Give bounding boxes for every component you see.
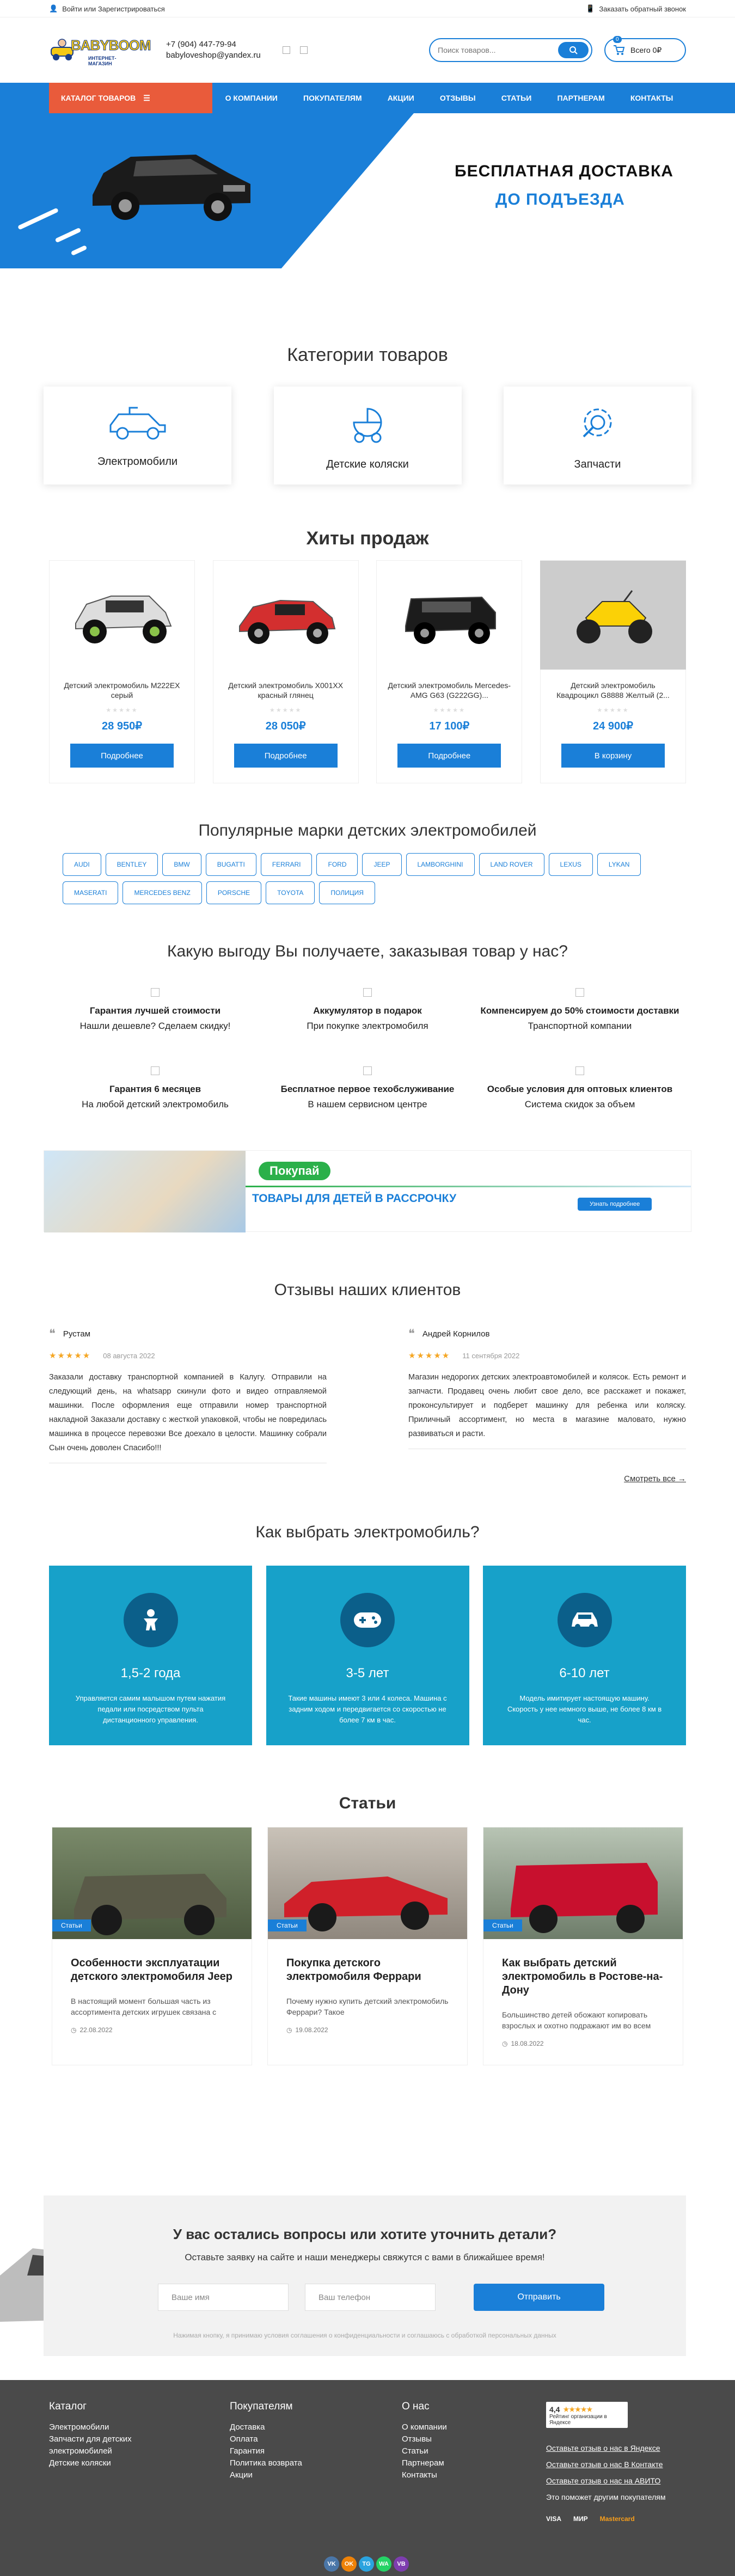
electromobile-icon xyxy=(105,403,170,441)
footer-link[interactable]: О компании xyxy=(402,2422,447,2432)
question-subtitle: Оставьте заявку на сайте и наши менеджеры свяжутся с вами в ближайшее время! xyxy=(185,2252,545,2262)
callback-link[interactable]: 📱 Заказать обратный звонок xyxy=(586,4,686,13)
nav-item-partners[interactable]: ПАРТНЕРАМ xyxy=(557,94,605,102)
ok-icon[interactable]: OK xyxy=(341,2556,357,2572)
name-input[interactable]: Ваше имя xyxy=(158,2284,289,2311)
footer-catalog: Каталог Электромобили Запчасти для детских электромобилей Детские коляски xyxy=(49,2401,147,2469)
review-link-avito[interactable]: Оставьте отзыв о нас на АВИТО xyxy=(546,2476,661,2485)
nav-item-reviews[interactable]: ОТЗЫВЫ xyxy=(439,94,476,102)
promo-title: ТОВАРЫ ДЛЯ ДЕТЕЙ В РАССРОЧКУ xyxy=(252,1192,457,1205)
age-card: 1,5-2 года Управляется самим малышом путем нажатия педали или посредством пульта дистанционного управления. xyxy=(49,1566,252,1745)
review-link-vk[interactable]: Оставьте отзыв о нас В Контакте xyxy=(546,2460,663,2469)
brand-chip[interactable]: ПОЛИЦИЯ xyxy=(319,881,375,904)
catalog-button[interactable]: КАТАЛОГ ТОВАРОВ ☰ xyxy=(49,83,212,113)
category-strollers[interactable]: Детские коляски xyxy=(274,387,462,484)
menu-icon: ☰ xyxy=(143,93,150,102)
all-reviews-link[interactable]: Смотреть все → xyxy=(624,1474,686,1483)
cart-count: 0 xyxy=(613,36,622,43)
stroller-icon xyxy=(346,401,389,444)
benefit-item: Компенсируем до 50% стоимости доставки Транспортной компании xyxy=(474,988,686,1034)
phone-icon: 📱 xyxy=(586,4,595,13)
benefit-icon xyxy=(363,1066,372,1075)
categories-title: Категории товаров xyxy=(287,345,448,365)
brand-chip[interactable]: BUGATTI xyxy=(206,853,256,876)
footer-link[interactable]: Запчасти для детских электромобилей xyxy=(49,2434,132,2456)
product-card[interactable]: Детский электромобиль X001XX красный глянец ★★★★★ 28 050₽ Подробнее xyxy=(213,560,359,783)
visa-icon: VISA xyxy=(546,2515,562,2523)
main-nav xyxy=(0,83,735,113)
gamepad-icon xyxy=(340,1593,395,1647)
user-icon: 👤 xyxy=(49,4,58,13)
category-parts[interactable]: Запчасти xyxy=(504,387,691,484)
age-card: 6-10 лет Модель имитирует настоящую машину. Скорость у нее немного выше, не более 8 км в час. xyxy=(483,1566,686,1745)
articles-list xyxy=(52,1827,683,2065)
promo-kid-image xyxy=(44,1151,246,1232)
benefit-icon xyxy=(151,1066,160,1075)
footer-link[interactable]: Электромобили xyxy=(49,2422,109,2432)
cart-icon xyxy=(613,45,625,56)
benefit-item: Гарантия 6 месяцев На любой детский электромобиль xyxy=(49,1066,261,1112)
articles-title: Статьи xyxy=(339,1794,396,1812)
product-card[interactable]: Детский электромобиль M222EX серый ★★★★★ 28 950₽ Подробнее xyxy=(49,560,195,783)
brand-chip[interactable]: LAMBORGHINI xyxy=(406,853,475,876)
baby-icon xyxy=(124,1593,178,1647)
mastercard-icon: Mastercard xyxy=(599,2515,635,2523)
quote-icon: ❝ xyxy=(49,1327,56,1340)
search-icon xyxy=(569,46,578,54)
article-image[interactable]: Статьи xyxy=(483,1827,683,1939)
yandex-rating-badge[interactable]: 4,4 ★★★★★ Рейтинг организации в Яндексе xyxy=(546,2402,628,2428)
article-card[interactable]: Статьи Особенности эксплуатации детского электромобиля Jeep В настоящий момент большая часть из ассортимента детских игрушек связана с ◷ 22.08.2022 xyxy=(52,1827,252,2065)
reviews-list xyxy=(49,1327,686,1463)
article-card[interactable]: Статьи Покупка детского электромобиля Феррари Почему нужно купить детский электромобиль Феррари? Такое ◷ 19.08.2022 xyxy=(267,1827,468,2065)
social-icons xyxy=(324,2556,409,2572)
gear-icon xyxy=(576,401,620,444)
review-item: ❝ Андрей Корнилов ★★★★★ 11 сентября 2022 Магазин недорогих детских электроавтомобилей и колясок. Есть ремонт и запчасти. Продавец очень любит свое дело, все расскажет и покажет, проконсультирует и подберет машинку для ребенка или коляску. Приличный ассортимент, но места в магазине маловато, нужно развиваться и расти. xyxy=(408,1327,686,1463)
footer xyxy=(0,2380,735,2576)
brand-chip[interactable]: TOYOTA xyxy=(266,881,315,904)
phone-input[interactable]: Ваш телефон xyxy=(305,2284,436,2311)
categories-list xyxy=(44,387,691,484)
hits-title: Хиты продаж xyxy=(306,528,429,549)
review-link-yandex[interactable]: Оставьте отзыв о нас в Яндексе xyxy=(546,2444,660,2452)
brands-list xyxy=(63,853,672,904)
search-box xyxy=(429,38,592,62)
nav-item-buyers[interactable]: ПОКУПАТЕЛЯМ xyxy=(303,94,362,102)
benefits-list xyxy=(49,988,686,1112)
footer-link[interactable]: Акции xyxy=(230,2470,253,2480)
promo-button[interactable]: Узнать подробнее xyxy=(578,1198,652,1211)
privacy-note: Нажимая кнопку, я принимаю условия соглашения о конфиденциальности и соглашаюсь с обработкой персональных данных xyxy=(173,2332,556,2339)
header-contacts xyxy=(166,39,261,61)
brand-chip[interactable]: MASERATI xyxy=(63,881,118,904)
brand-chip[interactable]: LYKAN xyxy=(597,853,641,876)
brand-chip[interactable]: FORD xyxy=(316,853,358,876)
benefit-item: Особые условия для оптовых клиентов Система скидок за объем xyxy=(474,1066,686,1112)
banner-line-1: БЕСПЛАТНАЯ ДОСТАВКА xyxy=(455,162,673,180)
footer-about: О нас О компании Отзывы Статьи Партнерам Контакты xyxy=(402,2401,447,2481)
product-list xyxy=(49,560,686,783)
product-card[interactable]: Детский электромобиль Mercedes-AMG G63 (G222GG)... ★★★★★ 17 100₽ Подробнее xyxy=(376,560,522,783)
product-image[interactable] xyxy=(49,561,195,670)
email-address[interactable]: babyloveshop@yandex.ru xyxy=(166,51,261,60)
nav-item-articles[interactable]: СТАТЬИ xyxy=(501,94,532,102)
footer-link[interactable]: Отзывы xyxy=(402,2434,432,2444)
rating-stars: ★★★★★ xyxy=(106,707,138,714)
clock-icon: ◷ xyxy=(286,2026,292,2034)
search-input[interactable] xyxy=(438,46,558,54)
car-icon xyxy=(558,1593,612,1647)
benefit-item: Бесплатное первое техобслуживание В нашем сервисном центре xyxy=(261,1066,474,1112)
viber-icon[interactable]: VB xyxy=(394,2556,409,2572)
brands-title: Популярные марки детских электромобилей xyxy=(198,821,537,839)
reviews-title: Отзывы наших клиентов xyxy=(274,1281,461,1299)
category-electromobiles[interactable]: Электромобили xyxy=(44,387,231,484)
footer-link[interactable]: Статьи xyxy=(402,2446,428,2456)
benefit-icon xyxy=(575,988,584,997)
age-cards xyxy=(49,1566,686,1745)
nav-item-contacts[interactable]: КОНТАКТЫ xyxy=(630,94,673,102)
cart-total: Всего 0₽ xyxy=(630,45,662,54)
footer-link[interactable]: Оплата xyxy=(230,2434,258,2444)
rating-stars: ★★★★★ xyxy=(433,707,465,714)
brand-chip[interactable]: PORSCHE xyxy=(206,881,261,904)
details-button[interactable]: Подробнее xyxy=(70,744,174,768)
header-icons xyxy=(283,46,308,54)
details-button[interactable]: Подробнее xyxy=(234,744,338,768)
clock-icon: ◷ xyxy=(502,2040,508,2047)
brand-chip[interactable]: AUDI xyxy=(63,853,101,876)
clock-icon: ◷ xyxy=(71,2026,77,2034)
benefits-title: Какую выгоду Вы получаете, заказывая товар у нас? xyxy=(167,942,568,960)
nav-item-about[interactable]: О КОМПАНИИ xyxy=(225,94,278,102)
question-form xyxy=(44,2195,686,2356)
payment-icons xyxy=(546,2515,635,2523)
phone-number[interactable]: +7 (904) 447-79-94 xyxy=(166,40,236,49)
footer-review-links: Оставьте отзыв о нас в Яндексе Оставьте отзыв о нас В Контакте Оставьте отзыв о нас на АВИТО Это поможет другим покупателям xyxy=(546,2440,666,2505)
choose-title: Как выбрать электромобиль? xyxy=(255,1523,480,1541)
benefit-icon xyxy=(575,1066,584,1075)
benefit-icon xyxy=(363,988,372,997)
send-button[interactable]: Отправить xyxy=(474,2284,604,2311)
search-button[interactable] xyxy=(558,42,589,58)
header xyxy=(0,17,735,83)
brand-chip[interactable]: LAND ROVER xyxy=(479,853,544,876)
brand-chip[interactable]: BMW xyxy=(162,853,201,876)
brand-chip[interactable]: MERCEDES BENZ xyxy=(122,881,201,904)
banner-line-2: ДО ПОДЪЕЗДА xyxy=(495,191,625,208)
brand-chip[interactable]: FERRARI xyxy=(261,853,313,876)
top-bar xyxy=(0,0,735,17)
benefit-icon xyxy=(151,988,160,997)
footer-link[interactable]: Гарантия xyxy=(230,2446,265,2456)
article-image[interactable]: Статьи xyxy=(52,1827,252,1939)
quote-icon: ❝ xyxy=(408,1327,415,1340)
product-image[interactable] xyxy=(376,561,522,670)
brand-chip[interactable]: LEXUS xyxy=(549,853,593,876)
promo-badge: Покупай xyxy=(259,1162,330,1180)
footer-buyers: Покупателям Доставка Оплата Гарантия Политика возврата Акции xyxy=(230,2401,302,2481)
footer-link[interactable]: Партнерам xyxy=(402,2458,444,2468)
rating-stars: ★★★★★ xyxy=(270,707,302,714)
footer-link[interactable]: Контакты xyxy=(402,2470,437,2480)
add-to-cart-button[interactable]: В корзину xyxy=(561,744,665,768)
footer-link[interactable]: Политика возврата xyxy=(230,2458,302,2468)
product-image[interactable] xyxy=(213,561,359,670)
mir-icon: МИР xyxy=(573,2515,588,2523)
rating-stars: ★★★★★ xyxy=(597,707,629,714)
details-button[interactable]: Подробнее xyxy=(397,744,501,768)
product-card[interactable]: Детский электромобиль Квадроцикл G8888 Желтый (2... ★★★★★ 24 900₽ В корзину xyxy=(540,560,686,783)
cart-button[interactable] xyxy=(604,38,686,62)
installment-banner[interactable] xyxy=(44,1150,691,1232)
telegram-icon[interactable]: TG xyxy=(359,2556,374,2572)
benefit-item: Аккумулятор в подарок При покупке электромобиля xyxy=(261,988,474,1034)
messenger-icon[interactable] xyxy=(283,46,290,54)
brand-chip[interactable]: JEEP xyxy=(362,853,401,876)
article-card[interactable]: Статьи Как выбрать детский электромобиль в Ростове-на-Дону Большинство детей обожают копировать взрослых и охотно подражают им во всем ◷ 18.08.2022 xyxy=(483,1827,683,2065)
review-item: ❝ Рустам ★★★★★ 08 августа 2022 Заказали доставку транспортной компанией в Калугу. Отправили на следующий день, на whatsapp скинули фото и видео отправляемой машинки. После оформления еще отправили номер транспортной накладной Заказали доставку с жесткой упаковкой, чтобы не повредилась машинка в процессе перевозки Все доехало в целости. Машинку собрали Сын очень доволен Спасибо!!! xyxy=(49,1327,327,1463)
article-image[interactable]: Статьи xyxy=(268,1827,467,1939)
question-title: У вас остались вопросы или хотите уточнить детали? xyxy=(173,2226,557,2242)
benefit-item: Гарантия лучшей стоимости Нашли дешевле? Сделаем скидку! xyxy=(49,988,261,1034)
vk-icon[interactable]: VK xyxy=(324,2556,339,2572)
nav-item-sales[interactable]: АКЦИИ xyxy=(387,94,414,102)
hero-banner[interactable] xyxy=(0,113,735,268)
product-image[interactable] xyxy=(540,561,686,670)
logo[interactable]: BABYBOOM ИНТЕРНЕТ-МАГАЗИН xyxy=(49,34,139,66)
footer-link[interactable]: Детские коляски xyxy=(49,2458,111,2468)
login-link[interactable]: 👤 Войти или Зарегистрироваться xyxy=(49,4,165,13)
brand-chip[interactable]: BENTLEY xyxy=(106,853,158,876)
messenger-icon-2[interactable] xyxy=(300,46,308,54)
age-card: 3-5 лет Такие машины имеют 3 или 4 колеса. Машина с задним ходом и передвигается со скоростью не более 7 км в час. xyxy=(266,1566,469,1745)
footer-link[interactable]: Доставка xyxy=(230,2422,265,2432)
whatsapp-icon[interactable]: WA xyxy=(376,2556,391,2572)
banner-car-image xyxy=(82,135,261,225)
